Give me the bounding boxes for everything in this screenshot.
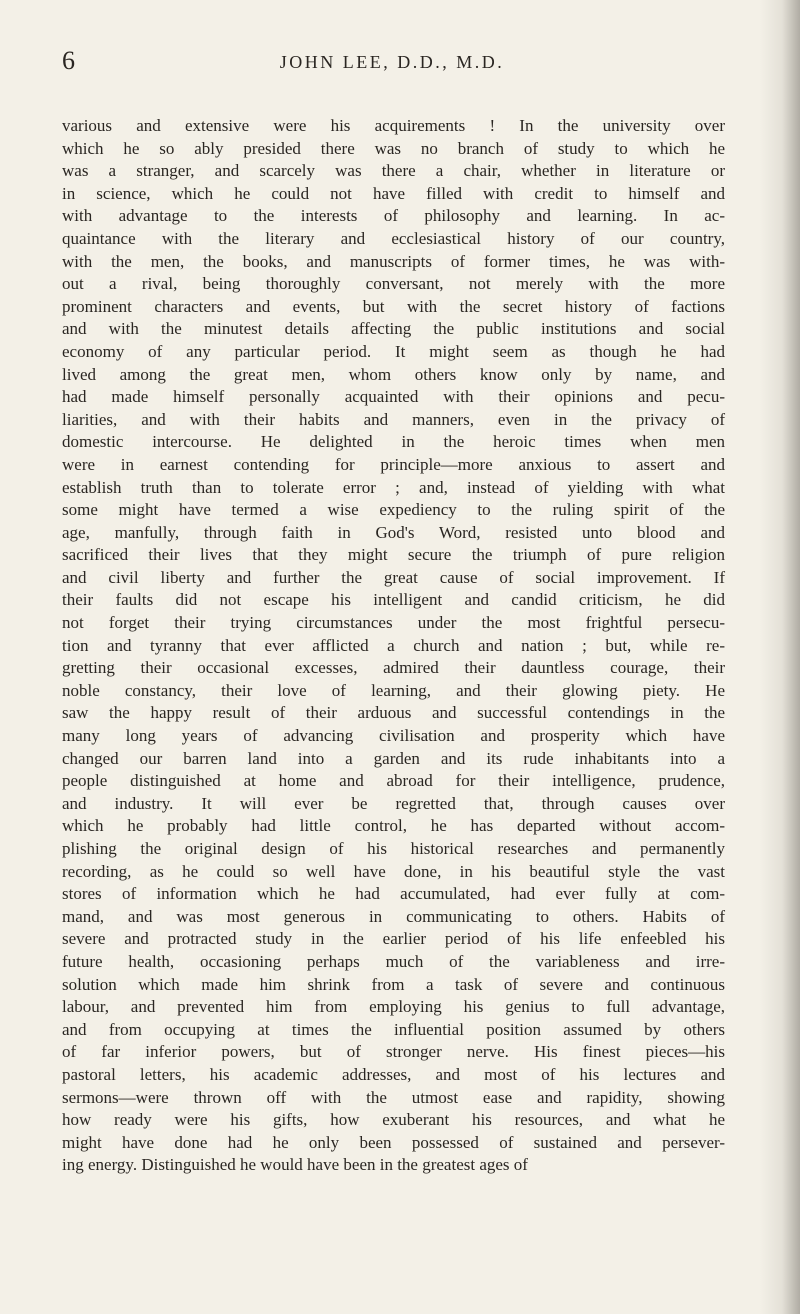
text-line: liarities, and with their habits and manners, even in the privacy of: [62, 409, 725, 429]
text-line: age, manfully, through faith in God's Word, resisted unto blood and: [62, 522, 725, 542]
text-line: severe and protracted study in the earlier period of his life enfeebled his: [62, 929, 725, 949]
text-line: ing energy. Distinguished he would have been in the greatest ages of: [62, 1155, 528, 1175]
text-line: might have done had he only been possessed of sustained and persever-: [62, 1132, 725, 1152]
text-line: of far inferior powers, but of stronger nerve. His finest pieces—his: [62, 1042, 725, 1062]
text-line: which he so ably presided there was no branch of study to which he: [62, 138, 725, 158]
text-line: some might have termed a wise expediency to the ruling spirit of the: [62, 500, 725, 520]
text-line: many long years of advancing civilisation and prosperity which have: [62, 726, 725, 746]
text-line: changed our barren land into a garden and its rude inhabitants into a: [62, 748, 725, 768]
text-line: stores of information which he had accumulated, had ever fully at com-: [62, 884, 725, 904]
text-line: future health, occasioning perhaps much of the variableness and irre-: [62, 951, 725, 971]
text-line: solution which made him shrink from a task of severe and continuous: [62, 974, 725, 994]
text-line: sacrificed their lives that they might secure the triumph of pure religion: [62, 545, 725, 565]
text-line: and industry. It will ever be regretted that, through causes over: [62, 793, 725, 813]
text-line: mand, and was most generous in communicating to others. Habits of: [62, 906, 725, 926]
text-line: plishing the original design of his historical researches and permanently: [62, 839, 725, 858]
text-line: prominent characters and events, but with the secret history of factions: [62, 296, 725, 316]
text-line: noble constancy, their love of learning, and their glowing piety. He: [62, 680, 725, 700]
text-line: and with the minutest details affecting the public institutions and social: [62, 319, 725, 339]
text-line: with advantage to the interests of philosophy and learning. In ac-: [62, 206, 725, 226]
text-line: domestic intercourse. He delighted in the heroic times when men: [62, 432, 725, 452]
text-line: labour, and prevented him from employing his genius to full advantage,: [62, 997, 725, 1017]
text-line: gretting their occasional excesses, admired their dauntless courage, their: [62, 658, 725, 678]
text-line: their faults did not escape his intelligent and candid criticism, he did: [62, 590, 725, 610]
text-line: and civil liberty and further the great cause of social improvement. If: [62, 567, 725, 587]
text-line: with the men, the books, and manuscripts of former times, he was with-: [62, 251, 725, 271]
page-header: [62, 46, 722, 76]
body-paragraph: [62, 115, 725, 1177]
text-line: saw the happy result of their arduous and successful contendings in the: [62, 703, 725, 723]
text-line: out a rival, being thoroughly conversant, not merely with the more: [62, 274, 725, 294]
text-line: tion and tyranny that ever afflicted a church and nation ; but, while re-: [62, 635, 725, 655]
text-line: economy of any particular period. It might seem as though he had: [62, 341, 725, 361]
page-edge-shadow: [760, 0, 800, 1314]
text-line: various and extensive were his acquirements ! In the university over: [62, 116, 725, 135]
text-line: and from occupying at times the influential position assumed by others: [62, 1019, 725, 1039]
page-number: 6: [62, 46, 75, 75]
text-line: which he probably had little control, he has departed without accom-: [62, 816, 725, 836]
text-line: sermons—were thrown off with the utmost ease and rapidity, showing: [62, 1087, 725, 1107]
running-head: JOHN LEE, D.D., M.D.: [279, 52, 505, 72]
text-line: establish truth than to tolerate error ; and, instead of yielding with what: [62, 477, 725, 497]
text-line: recording, as he could so well have done, in his beautiful style the vast: [62, 861, 725, 881]
text-line: not forget their trying circumstances under the most frightful persecu-: [62, 613, 725, 633]
text-line: pastoral letters, his academic addresses, and most of his lectures and: [62, 1064, 725, 1084]
text-line: were in earnest contending for principle—more anxious to assert and: [62, 454, 725, 474]
text-line: was a stranger, and scarcely was there a chair, whether in literature or: [62, 161, 725, 181]
text-line: how ready were his gifts, how exuberant his resources, and what he: [62, 1110, 725, 1130]
text-line: had made himself personally acquainted with their opinions and pecu-: [62, 387, 725, 407]
text-line: lived among the great men, whom others know only by name, and: [62, 364, 725, 384]
text-line: in science, which he could not have filled with credit to himself and: [62, 183, 725, 203]
text-line: people distinguished at home and abroad for their intelligence, prudence,: [62, 771, 725, 791]
text-line: quaintance with the literary and ecclesiastical history of our country,: [62, 228, 725, 248]
